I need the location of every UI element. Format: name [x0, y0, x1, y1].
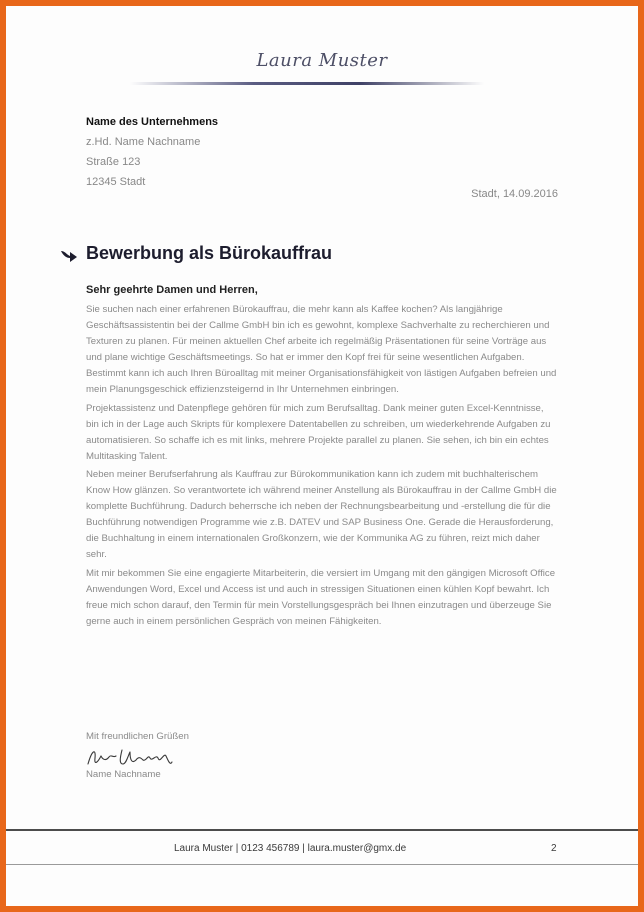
letter-body: [86, 302, 558, 632]
recipient-attn: z.Hd. Name Nachname: [86, 136, 201, 148]
page-number: 2: [551, 843, 557, 854]
closing: Mit freundlichen Grüßen: [86, 731, 189, 742]
body-paragraph: Sie suchen nach einer erfahrenen Bürokauffrau, die mehr kann als Kaffee kochen? Als langjährige Geschäftsassistentin bei der Callme GmbH bin ich es gewohnt, komplexe Sachverhalte zu recherchieren und Texturen zu planen. Für meinen aktuellen Chef arbeite ich regelmäßig Präsentationen für seine Vorträge aus und plane wichtige Geschäftsmeetings. So hat er immer den Kopf frei für seine wesentlichen Aufgaben. Bestimmt kann ich auch Ihren Büroalltag mit meiner Organisationsfähigkeit von lästigen Aufgaben befreien und mein Planungsgeschick effizienzsteigernd in Ihr Unternehmen einbringen.: [86, 304, 557, 396]
body-paragraph: Projektassistenz und Datenpflege gehören für mich zum Berufsalltag. Dank meiner guten Excel-Kenntnisse, bin ich in der Lage auch Skripts für komplexere Datentabellen zu schreiben, um wiederkehrende Aufgaben zu automatisieren. So schaffe ich es mit links, mehrere Projekte parallel zu planen. Sie sehen, ich bin ein echtes Multitasking Talent.: [86, 402, 551, 462]
recipient-city: 12345 Stadt: [86, 176, 146, 188]
recipient-address: [86, 112, 218, 192]
footer-divider: [6, 829, 638, 831]
recipient-street: Straße 123: [86, 156, 141, 168]
body-paragraph: Mit mir bekommen Sie eine engagierte Mitarbeiterin, die versiert im Umgang mit den gängigen Microsoft Office Anwendungen Word, Excel und Access ist und auch in stressigen Situationen einen kühlen Kopf bewahrt. Ich freue mich schon darauf, den Termin für mein Vorstellungsgespräch bei Ihnen einzutragen und überzeuge Sie gerne auch in einem persönlichen Gespräch von meinen Fähigkeiten.: [86, 567, 556, 627]
letter-date: Stadt, 14.09.2016: [471, 188, 558, 200]
footer-contact: Laura Muster | 0123 456789 | laura.muster@gmx.de: [174, 843, 407, 854]
recipient-company: Name des Unternehmens: [86, 116, 219, 128]
letter-subject: Bewerbung als Bürokauffrau: [86, 243, 333, 263]
title-divider: [130, 82, 484, 85]
arrow-icon: [60, 249, 78, 263]
signature: [86, 744, 176, 770]
signer-name: Name Nachname: [86, 769, 161, 780]
salutation: Sehr geehrte Damen und Herren,: [86, 284, 258, 296]
sender-name: Laura Muster: [256, 50, 388, 71]
footer-bottom-line: [6, 864, 638, 865]
body-paragraph: Neben meiner Berufserfahrung als Kauffrau zur Bürokommunikation kann ich zudem mit buchhalterischem Know How glänzen. So verantwortete ich während meiner Anstellung als Bürokauffrau in der Callme GmbH die komplette Buchführung. Dadurch beherrsche ich neben der Rechnungsbearbeitung und -erstellung die für die Buchführung notwendigen Programme wie z.B. DATEV und SAP Business One. Gerade die Herausforderung, die Buchhaltung in einem internationalen Großkonzern, wie der Kommunika AG zu führen, reizt mich daher sehr.: [86, 468, 557, 561]
